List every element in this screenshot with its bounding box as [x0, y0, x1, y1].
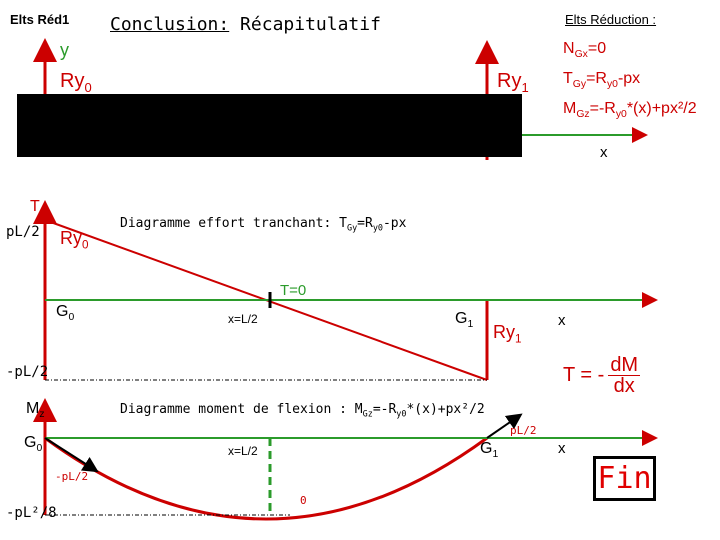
reduction-mgz: $M_{Gz}=-R_{y0}*(x)+px^2/2$ [563, 100, 697, 121]
moment-zero-label: 0 [300, 494, 307, 507]
moment-min-value: -pL²/8 [6, 505, 57, 521]
derivative-relation: T = - $\frac{dM}{dx}$ [563, 354, 639, 397]
shear-zero-label: T=0 [280, 282, 307, 299]
shear-g0-label: $G_0$ [56, 303, 75, 324]
shear-min-value: -pL/2 [6, 364, 49, 380]
title-prefix: Conclusion: [110, 14, 230, 35]
shear-title: Diagramme effort tranchant: $T_{Gy}=R_{y0}-px$ [120, 216, 407, 233]
top-left-label: Elts Réd1 [10, 12, 70, 27]
shear-x-label: x [558, 312, 566, 329]
beam-bar [17, 94, 522, 157]
beam-x-label: x [600, 144, 608, 161]
moment-parabola [45, 438, 487, 519]
moment-x-label: x [558, 440, 566, 457]
shear-ry0-label: $Ry_0$ [60, 228, 89, 252]
page-title [110, 14, 381, 35]
shear-axis-label: T [30, 198, 40, 215]
moment-mid-label: x=L/2 [228, 444, 258, 458]
moment-left-tangent-arrow [45, 438, 92, 468]
reduction-ngx: $N_{Gx}=0$ [563, 40, 607, 61]
beam-ry0-label: $Ry_0$ [60, 70, 92, 95]
top-right-label: Elts Réduction : [565, 12, 657, 27]
moment-g0-label: $G_0$ [24, 434, 43, 455]
moment-g1-label: $G_1$ [480, 440, 499, 461]
shear-mid-label: x=L/2 [228, 312, 258, 326]
shear-left-value: pL/2 [6, 224, 40, 240]
moment-left-slope-label: -pL/2 [55, 470, 89, 483]
shear-g1-label: $G_1$ [455, 310, 474, 331]
moment-right-slope-label: pL/2 [510, 424, 537, 437]
title-rest: Récapitulatif [229, 14, 381, 35]
moment-axis-label: $M_z$ [26, 400, 45, 421]
reduction-tgy: $T_{Gy}=R_{y0}-px$ [563, 70, 641, 91]
beam-y-label: y [60, 40, 69, 60]
beam-ry1-label: $Ry_1$ [497, 70, 529, 95]
shear-ry1-label: $Ry_1$ [493, 322, 522, 346]
moment-title: Diagramme moment de flexion : $M_{Gz}=-R_{y0}*(x)+px^2/2$ [120, 402, 485, 419]
fin-button[interactable]: Fin [593, 456, 656, 501]
